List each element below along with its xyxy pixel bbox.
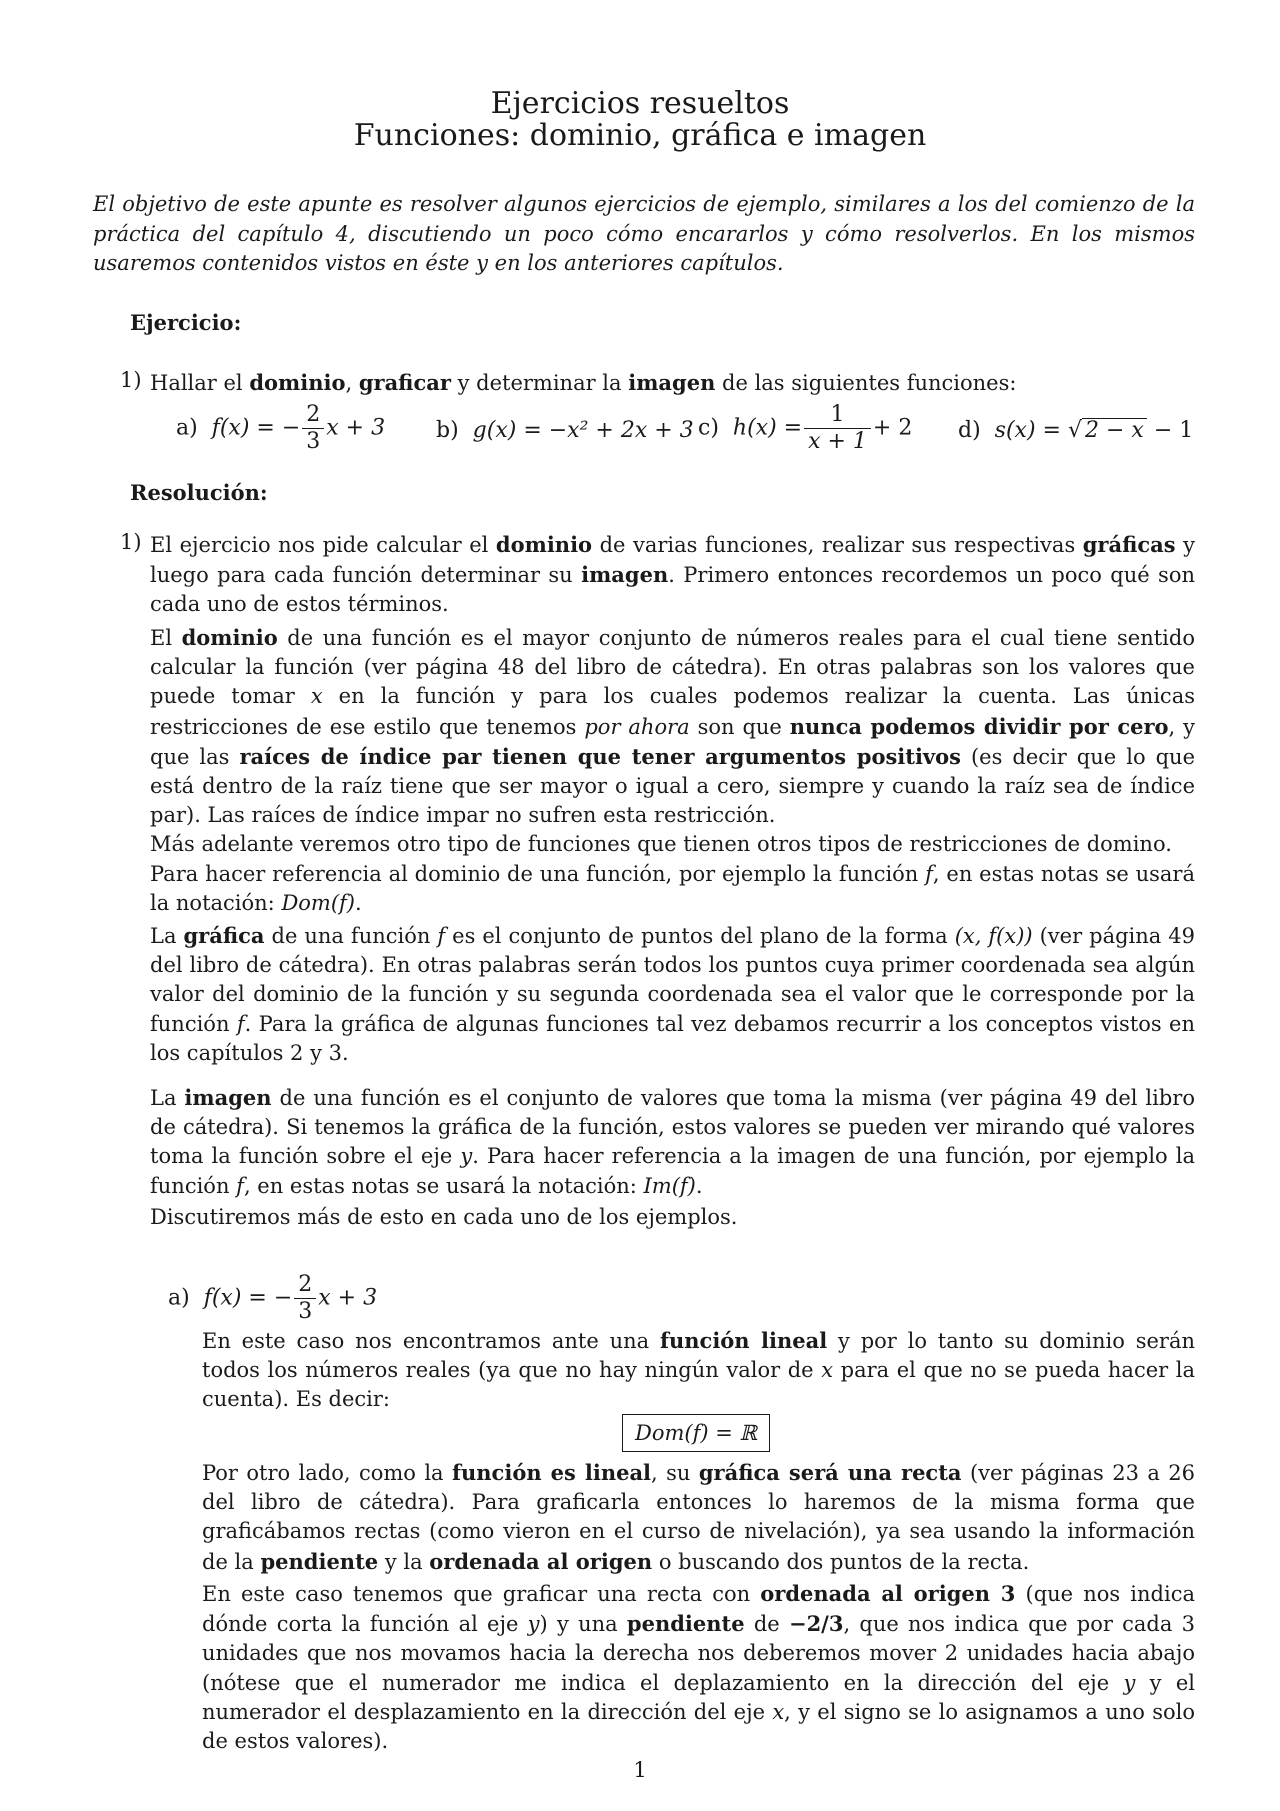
exercise-item-number: 1) bbox=[120, 368, 142, 392]
domain-result-box: Dom(f) = ℝ bbox=[622, 1414, 770, 1452]
fraction: $\frac{2}{3}$ bbox=[294, 1272, 316, 1325]
resolution-item-number: 1) bbox=[120, 530, 142, 554]
function-a: a) f(x) = − $\frac{2}{3}$ x + 3 bbox=[176, 402, 386, 454]
sqrt-radicand: 2 − x bbox=[1082, 418, 1147, 443]
fraction: $\frac{2}{3}$ bbox=[302, 402, 324, 455]
document-title: Ejercicios resueltos bbox=[490, 86, 790, 121]
exercise-statement: Hallar el dominio, graficar y determinar la imagen de las siguientes funciones: bbox=[150, 370, 1017, 395]
grafica-definition: La gráfica de una función f es el conjunto de puntos del plano de la forma (x, f(x)) (ver página 49 del libro de cátedra). En otras palabras serán todos los puntos cuya primer coordenada sea algún valor del dominio de la función y su segunda coordenada sea el valor que le corresponde por la función f. Para la gráfica de algunas funciones tal vez debamos recurrir a los conceptos vistos en los capítulos 2 y 3. bbox=[150, 923, 1196, 1065]
dominio-definition: El dominio de una función es el mayor conjunto de números reales para el cual tiene sentido calcular la función (ver página 48 del libro de cátedra). En otras palabras son los valores que puede tomar x en la función y para los cuales podemos realizar la cuenta. Las únicas restricciones de ese estilo que tenemos por ahora son que nunca podemos dividir por cero, y que las raíces de índice par tienen que tener argumentos positivos (es decir que lo que está dentro de la raíz tiene que ser mayor o igual a cero, siempre y cuando la raíz sea de índice par). Las raíces de índice impar no sufren esta restricción. Más adelante veremos otro tipo de funciones que tienen otros tipos de restricciones de domino. Para hacer referencia al dominio de una función, por ejemplo la función f, en estas notas se usará la notación: Dom(f). bbox=[150, 625, 1196, 915]
part-a-function: a) f(x) = − $\frac{2}{3}$ x + 3 bbox=[168, 1272, 378, 1324]
resolution-heading: Resolución: bbox=[130, 480, 268, 505]
page-number: 1 bbox=[633, 1758, 647, 1782]
imagen-definition: La imagen de una función es el conjunto de valores que toma la misma (ver página 49 del libro de cátedra). Si tenemos la gráfica de la función, estos valores se pueden ver mirando qué valores toma la función sobre el eje y. Para hacer referencia a la imagen de una función, por ejemplo la función f, en estas notas se usará la notación: Im(f). bbox=[150, 1085, 1195, 1198]
abstract: El objetivo de este apunte es resolver algunos ejercicios de ejemplo, similares a los del comienzo de la práctica del capítulo 4, discutiendo un poco cómo encararlos y cómo resolverlos. En los mismos usaremos contenidos vistos en éste y en los anteriores capítulos. bbox=[93, 192, 1195, 275]
part-a-graph-text: Por otro lado, como la función es lineal, su gráfica será una recta (ver páginas 23 a 26 del libro de cátedra). Para graficarla entonces lo haremos de la misma forma que graficábamos rectas (como vieron en el curso de nivelación), ya sea usando la información de la pendiente y la ordenada al origen o buscando dos puntos de la recta. bbox=[202, 1460, 1196, 1574]
function-c: c) h(x) = $\frac{1}{x + 1}$ + 2 bbox=[698, 402, 913, 454]
fraction: $\frac{1}{x + 1}$ bbox=[804, 402, 871, 455]
function-b: b) g(x) = −x² + 2x + 3 bbox=[436, 418, 694, 443]
function-d: d) s(x) = √ 2 − x − 1 bbox=[958, 418, 1194, 443]
resolution-intro: El ejercicio nos pide calcular el dominio de varias funciones, realizar sus respectivas gráficas y luego para cada función determinar su imagen. Primero entonces recordemos un poco qué son cada uno de estos términos. bbox=[150, 532, 1196, 617]
discussion-line: Discutiremos más de esto en cada uno de los ejemplos. bbox=[150, 1205, 738, 1229]
part-a-slope-text: En este caso tenemos que graficar una recta con ordenada al origen 3 (que nos indica dónde corta la función al eje y) y una pendiente de −2/3, que nos indica que por cada 3 unidades que nos movamos hacia la derecha nos deberemos mover 2 unidades hacia abajo (nótese que el numerador me indica el deplazamiento en la dirección del eje y y el numerador el desplazamiento en la dirección del eje x, y el signo se lo asignamos a uno solo de estos valores). bbox=[202, 1581, 1196, 1754]
exercise-heading: Ejercicio: bbox=[130, 310, 242, 335]
part-a-domain-text: En este caso nos encontramos ante una función lineal y por lo tanto su dominio serán todos los números reales (ya que no hay ningún valor de x para el que no se pueda hacer la cuenta). Es decir: bbox=[202, 1328, 1195, 1412]
document-subtitle: Funciones: dominio, gráfica e imagen bbox=[353, 118, 927, 153]
